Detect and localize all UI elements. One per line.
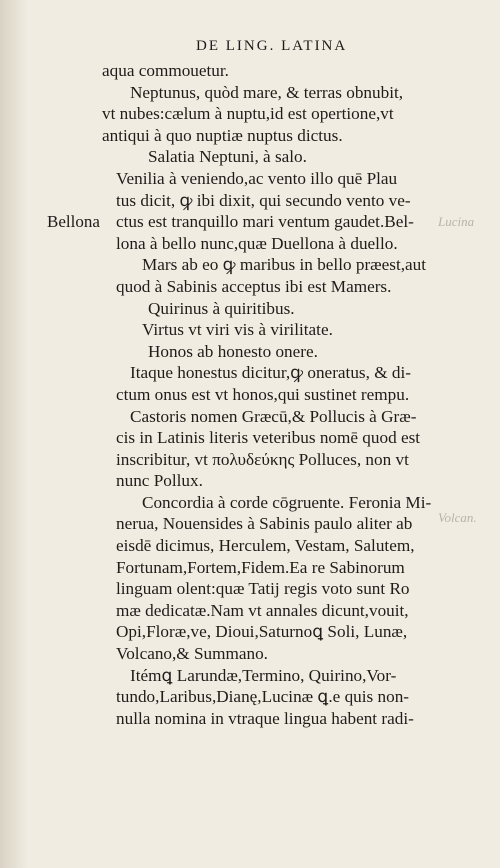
- text-line: eisdē dicimus, Herculem, Vestam, Salutem,: [116, 536, 415, 556]
- text-line: Neptunus, quòd mare, & terras obnubit,: [130, 82, 404, 102]
- text-line: Virtus vt viri vis à virilitate.: [142, 320, 333, 340]
- text-line: ctum onus est vt honos,qui sustinet rempu.: [116, 384, 410, 404]
- margin-note: Bellona: [47, 212, 100, 231]
- text-line: quod à Sabinis acceptus ibi est Mamers.: [116, 276, 392, 296]
- text-line: Salatia Neptuni, à salo.: [148, 147, 307, 167]
- text-line: antiqui à quo nuptiæ nuptus dictus.: [102, 125, 343, 145]
- text-line: lona à bello nunc,quæ Duellona à duello.: [116, 233, 398, 253]
- text-line: Honos ab honesto onere.: [148, 341, 318, 361]
- text-line: nunc Pollux.: [116, 471, 203, 491]
- text-line: Fortunam,Fortem,Fidem.Ea re Sabinorum: [116, 557, 405, 577]
- text-line: cis in Latinis literis veteribus nomē quod est: [116, 428, 421, 448]
- text-line: Volcano,& Summano.: [116, 644, 268, 664]
- text-line: linguam olent:quæ Tatij regis voto sunt Ro: [116, 579, 410, 599]
- text-line: ctus est tranquillo mari ventum gaudet.Bel-: [116, 212, 414, 232]
- text-line: vt nubes:cælum à nuptu,id est opertione,vt: [102, 104, 394, 124]
- body-text: [102, 60, 490, 729]
- show-through-text: Volcan.: [438, 510, 477, 525]
- text-line: tus dicit, ꝙ ibi dixit, qui secundo vento ve-: [116, 190, 411, 210]
- text-line: nerua, Nouensides à Sabinis paulo aliter ab: [116, 514, 413, 534]
- text-line: Opi,Floræ,ve, Dioui,Saturnoꝗ Soli, Lunæ,: [116, 622, 408, 642]
- text-line: Castoris nomen Græcū,& Pollucis à Græ-: [130, 406, 417, 426]
- text-line: Quirinus à quiritibus.: [148, 298, 295, 318]
- text-line: Venilia à veniendo,ac vento illo quē Plau: [116, 168, 398, 188]
- text-line: Itémꝗ Larundæ,Termino, Quirino,Vor-: [130, 665, 397, 685]
- text-line: tundo,Laribus,Dianę,Lucinæ ꝗ.e quis non-: [116, 687, 410, 707]
- running-header: DE LING. LATINA: [196, 38, 348, 54]
- text-line: inscribitur, vt πολυδεύκης Polluces, non vt: [116, 449, 409, 469]
- text-line: Concordia à corde cōgruente. Feronia Mi-: [142, 492, 432, 512]
- text-line: nulla nomina in vtraque lingua habent radi-: [116, 708, 414, 728]
- text-line: aqua commouetur.: [102, 61, 229, 80]
- text-line: mæ dedicatæ.Nam vt annales dicunt,vouit,: [116, 600, 409, 620]
- gutter-shadow: [0, 0, 28, 868]
- text-line: Mars ab eo ꝙ maribus in bello præest,aut: [142, 255, 427, 275]
- show-through-text: Lucina: [438, 214, 475, 229]
- text-line: Itaque honestus dicitur,ꝙ oneratus, & di-: [130, 363, 411, 383]
